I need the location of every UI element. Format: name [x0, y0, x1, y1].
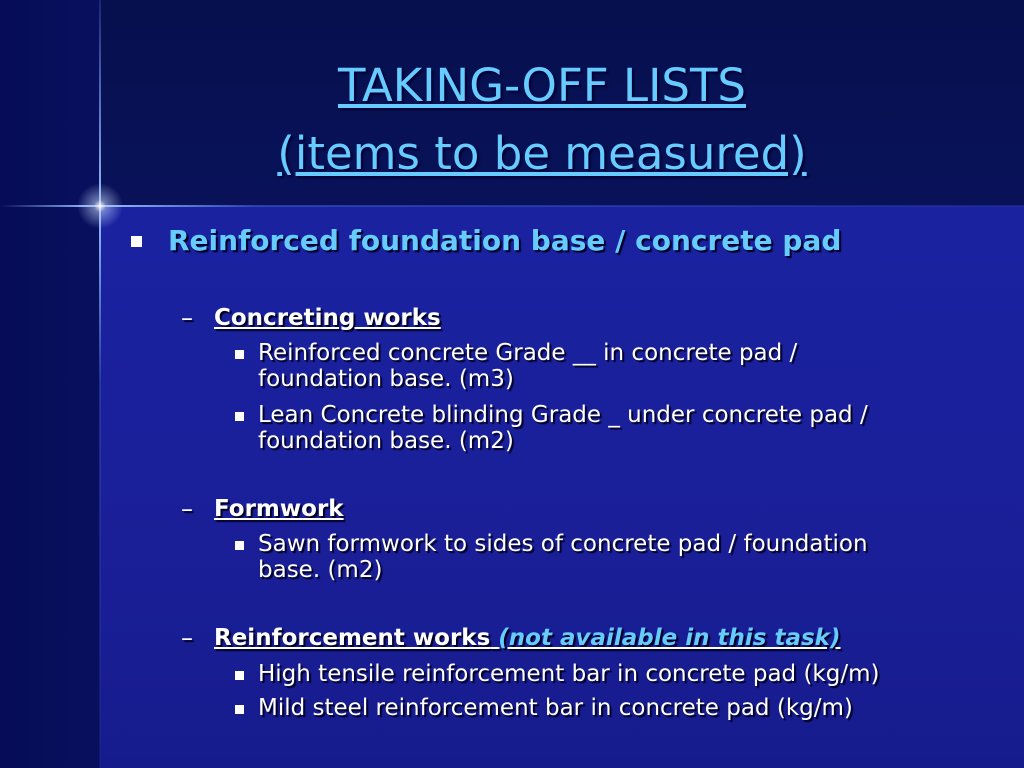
list-item-line: Mild steel reinforcement bar in concrete pad (kg/m) — [258, 695, 853, 721]
list-item — [258, 402, 958, 454]
square-bullet-icon — [235, 671, 244, 680]
section-note: (not available in this task) — [498, 625, 841, 651]
square-bullet-icon — [131, 236, 142, 247]
list-item-line: foundation base. (m2) — [258, 428, 514, 454]
list-item-line: foundation base. (m3) — [258, 366, 514, 392]
square-bullet-icon — [235, 705, 244, 714]
square-bullet-icon — [235, 412, 244, 421]
list-item-line: base. (m2) — [258, 557, 383, 583]
dash-bullet-icon: – — [181, 304, 193, 332]
list-item — [258, 531, 958, 583]
square-bullet-icon — [235, 541, 244, 550]
list-item — [258, 695, 958, 721]
title-line-1: TAKING-OFF LISTS — [337, 59, 747, 112]
square-bullet-icon — [235, 350, 244, 359]
list-item — [258, 340, 958, 392]
section-heading-reinforcement — [214, 623, 841, 653]
list-item-line: High tensile reinforcement bar in concrete pad (kg/m) — [258, 661, 880, 687]
dash-bullet-icon: – — [181, 495, 193, 523]
dash-bullet-icon: – — [181, 624, 193, 652]
list-item — [258, 661, 958, 687]
section-heading-text: Reinforcement works — [214, 625, 491, 651]
section-heading-concreting: Concreting works — [214, 305, 441, 331]
list-item-line: Sawn formwork to sides of concrete pad / foundation — [258, 531, 868, 557]
section-heading-formwork: Formwork — [214, 496, 344, 522]
main-bullet-text: Reinforced foundation base / concrete pad — [168, 224, 842, 257]
title-line-2: (items to be measured) — [277, 127, 807, 180]
list-item-line: Reinforced concrete Grade __ in concrete pad / — [258, 340, 798, 366]
list-item-line: Lean Concrete blinding Grade _ under concrete pad / — [258, 402, 868, 428]
